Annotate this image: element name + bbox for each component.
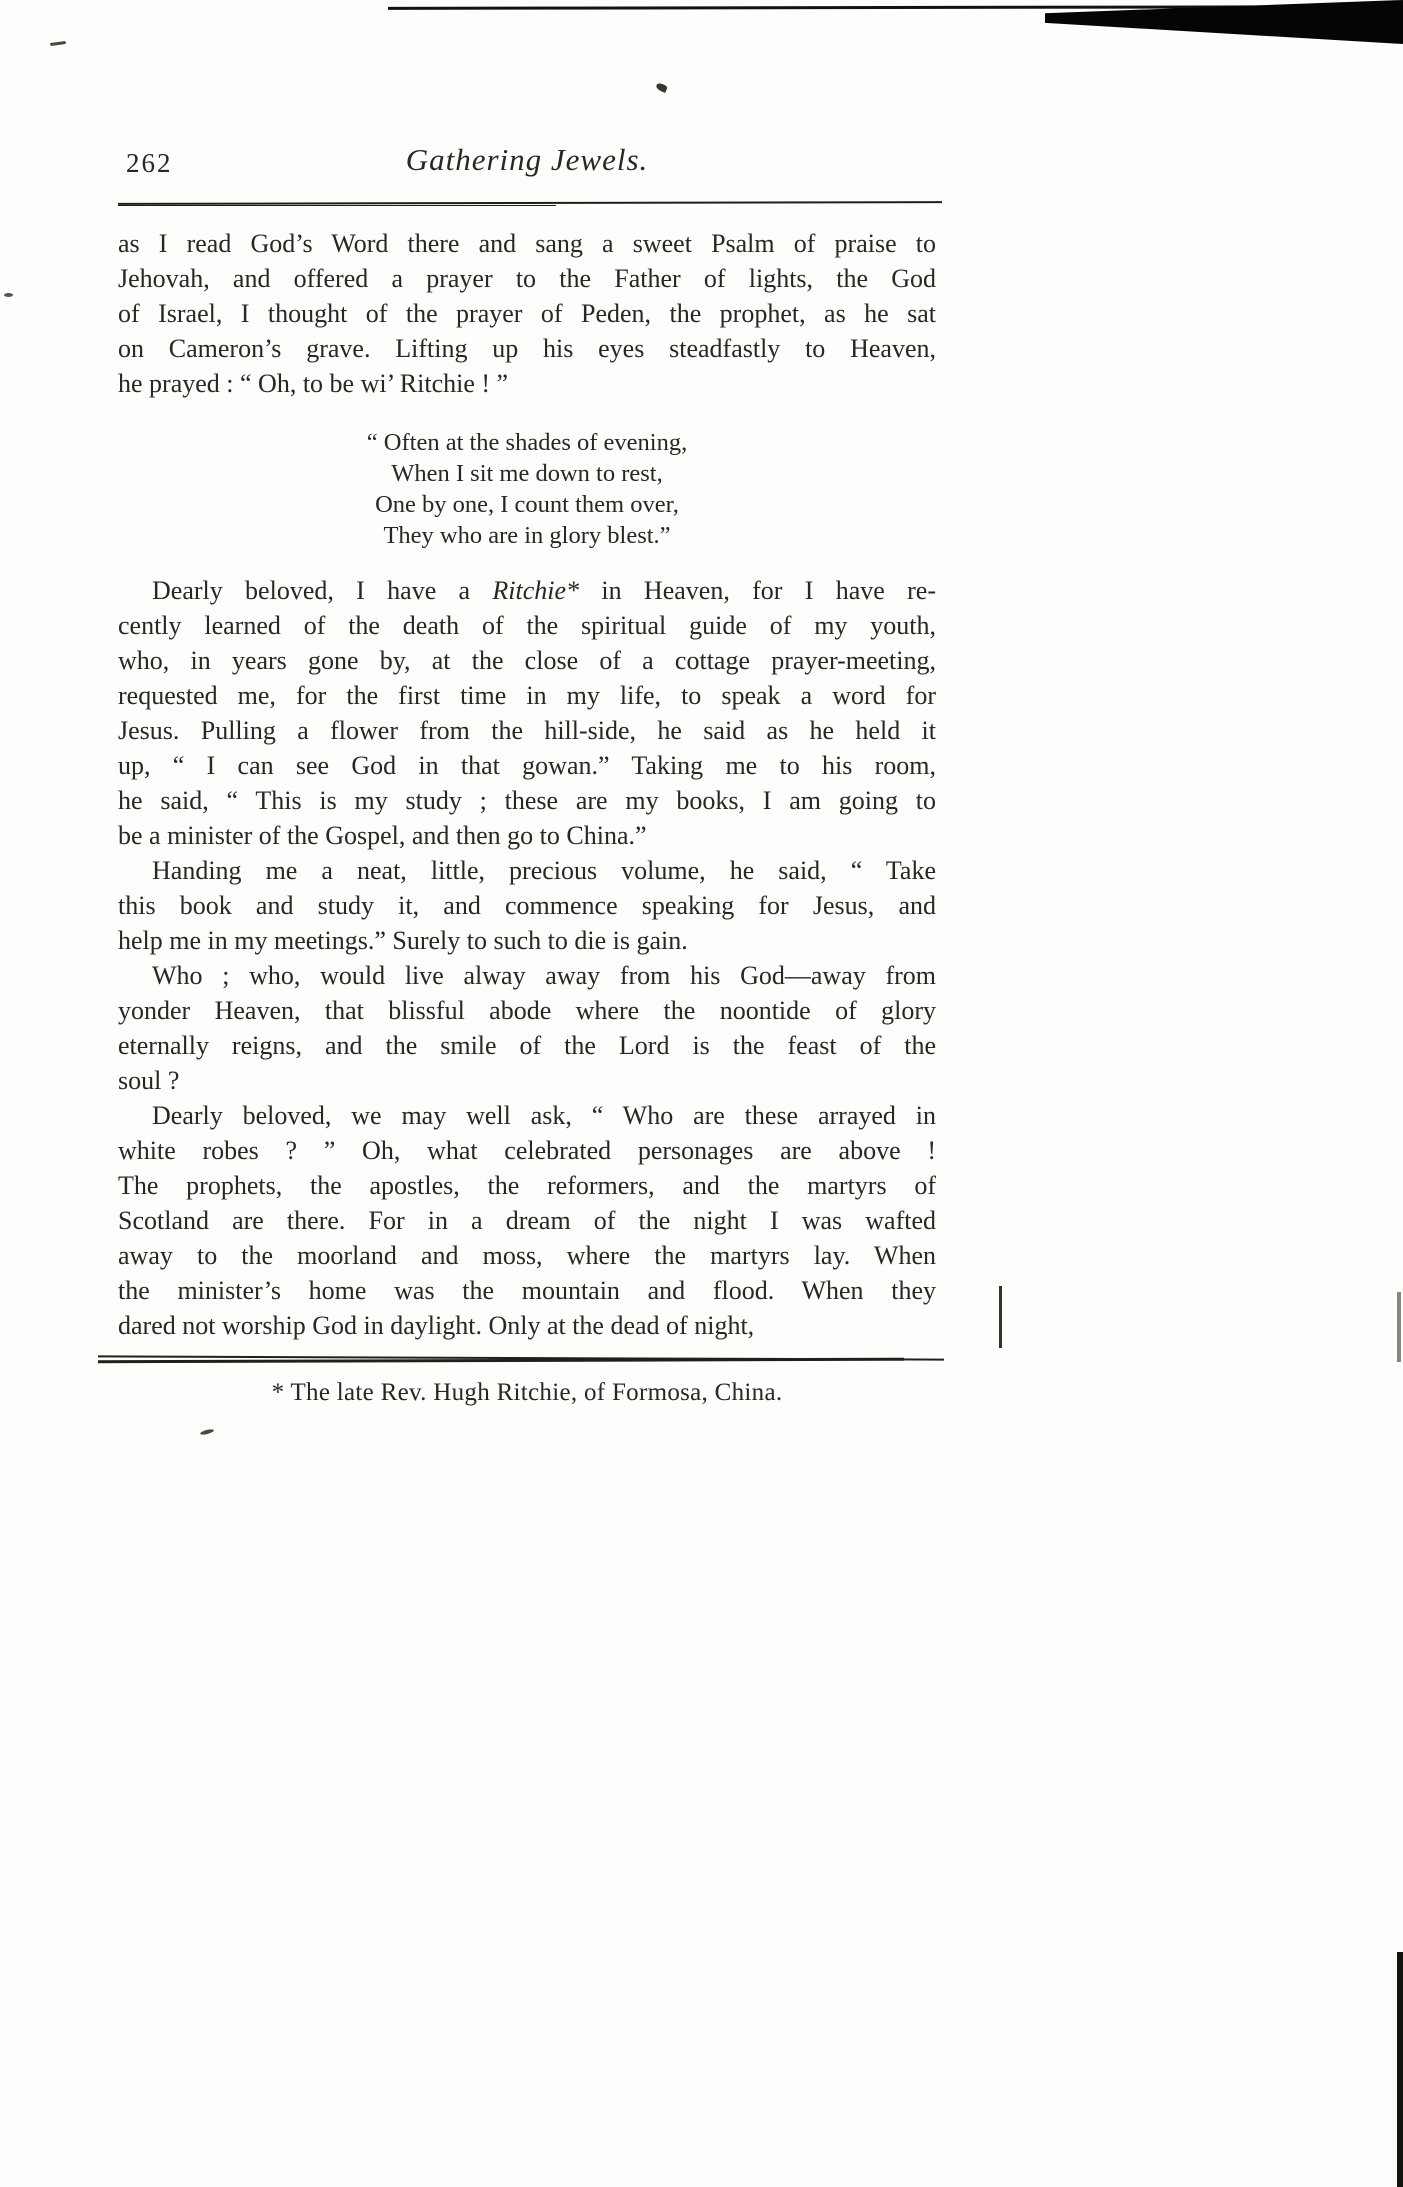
scan-artifact-page-edge-sliver: [1397, 1292, 1401, 1362]
text-line: be a minister of the Gospel, and then go to China.”: [118, 821, 647, 850]
poem-line: “ Often at the shades of evening,: [366, 429, 688, 456]
text-line: as I read God’s Word there and sang a sweet Psalm of praise to: [118, 229, 936, 258]
text-line: [118, 573, 936, 608]
text-line: Scotland are there. For in a dream of the night I was wafted: [118, 1206, 936, 1235]
body-text: [118, 226, 936, 1343]
paragraph-2: [118, 573, 936, 853]
text-line: the minister’s home was the mountain and flood. When they: [118, 1276, 936, 1305]
poem-block: [118, 427, 936, 551]
footnote-text: * The late Rev. Hugh Ritchie, of Formosa, China.: [271, 1379, 783, 1406]
scan-artifact-margin-dash: [50, 41, 66, 46]
text-line: Jehovah, and offered a prayer to the Father of lights, the God: [118, 264, 936, 293]
text-run: Dearly beloved, I have a: [152, 576, 493, 605]
text-line: this book and study it, and commence speaking for Jesus, and: [118, 891, 936, 920]
page-header: [118, 142, 936, 186]
scan-artifact-ink-tick: [655, 82, 668, 93]
italic-text: Ritchie*: [492, 576, 580, 605]
text-line: who, in years gone by, at the close of a cottage prayer-meeting,: [118, 646, 936, 675]
page-number: 262: [126, 148, 173, 178]
text-line: up, “ I can see God in that gowan.” Taking me to his room,: [118, 751, 936, 780]
paragraph-4: [118, 958, 936, 1098]
text-line: Dearly beloved, we may well ask, “ Who are these arrayed in: [152, 1101, 936, 1130]
paragraph-5: [118, 1098, 936, 1343]
text-line: Handing me a neat, little, precious volume, he said, “ Take: [152, 856, 936, 885]
text-line: he said, “ This is my study ; these are my books, I am going to: [118, 786, 936, 815]
paragraph-3: [118, 853, 936, 958]
text-line: on Cameron’s grave. Lifting up his eyes steadfastly to Heaven,: [118, 334, 936, 363]
scan-artifact-margin-dot: [4, 293, 13, 297]
text-line: cently learned of the death of the spiritual guide of my youth,: [118, 611, 936, 640]
text-run: in Heaven, for I have re-: [579, 576, 937, 605]
poem-line: One by one, I count them over,: [375, 491, 679, 518]
text-line: he prayed : “ Oh, to be wi’ Ritchie ! ”: [118, 369, 509, 398]
paragraph-1: [118, 226, 936, 401]
text-line: yonder Heaven, that blissful abode where the noontide of glory: [118, 996, 936, 1025]
text-line: help me in my meetings.” Surely to such to die is gain.: [118, 926, 688, 955]
scan-artifact-binding-edge: [1397, 1952, 1403, 2187]
text-line: Who ; who, would live alway away from his God—away from: [152, 961, 936, 990]
text-line: Jesus. Pulling a flower from the hill-side, he said as he held it: [118, 716, 936, 745]
text-line: away to the moorland and moss, where the martyrs lay. When: [118, 1241, 936, 1270]
scan-artifact-tilde-mark: [200, 1428, 215, 1435]
text-line: The prophets, the apostles, the reformers, and the martyrs of: [118, 1171, 936, 1200]
footnote-rule: [98, 1353, 944, 1365]
scan-artifact-vertical-mark: [999, 1286, 1002, 1348]
poem-line: They who are in glory blest.”: [383, 522, 671, 549]
text-line: soul ?: [118, 1066, 180, 1095]
page-content: [118, 142, 936, 1407]
text-line: dared not worship God in daylight. Only at the dead of night,: [118, 1311, 755, 1340]
text-line: white robes ? ” Oh, what celebrated personages are above !: [118, 1136, 936, 1165]
running-title: Gathering Jewels.: [405, 142, 649, 177]
poem-line: When I sit me down to rest,: [391, 460, 663, 487]
header-rule: [118, 198, 936, 208]
text-line: eternally reigns, and the smile of the Lord is the feast of the: [118, 1031, 936, 1060]
text-line: requested me, for the first time in my life, to speak a word for: [118, 681, 936, 710]
text-line: of Israel, I thought of the prayer of Peden, the prophet, as he sat: [118, 299, 936, 328]
